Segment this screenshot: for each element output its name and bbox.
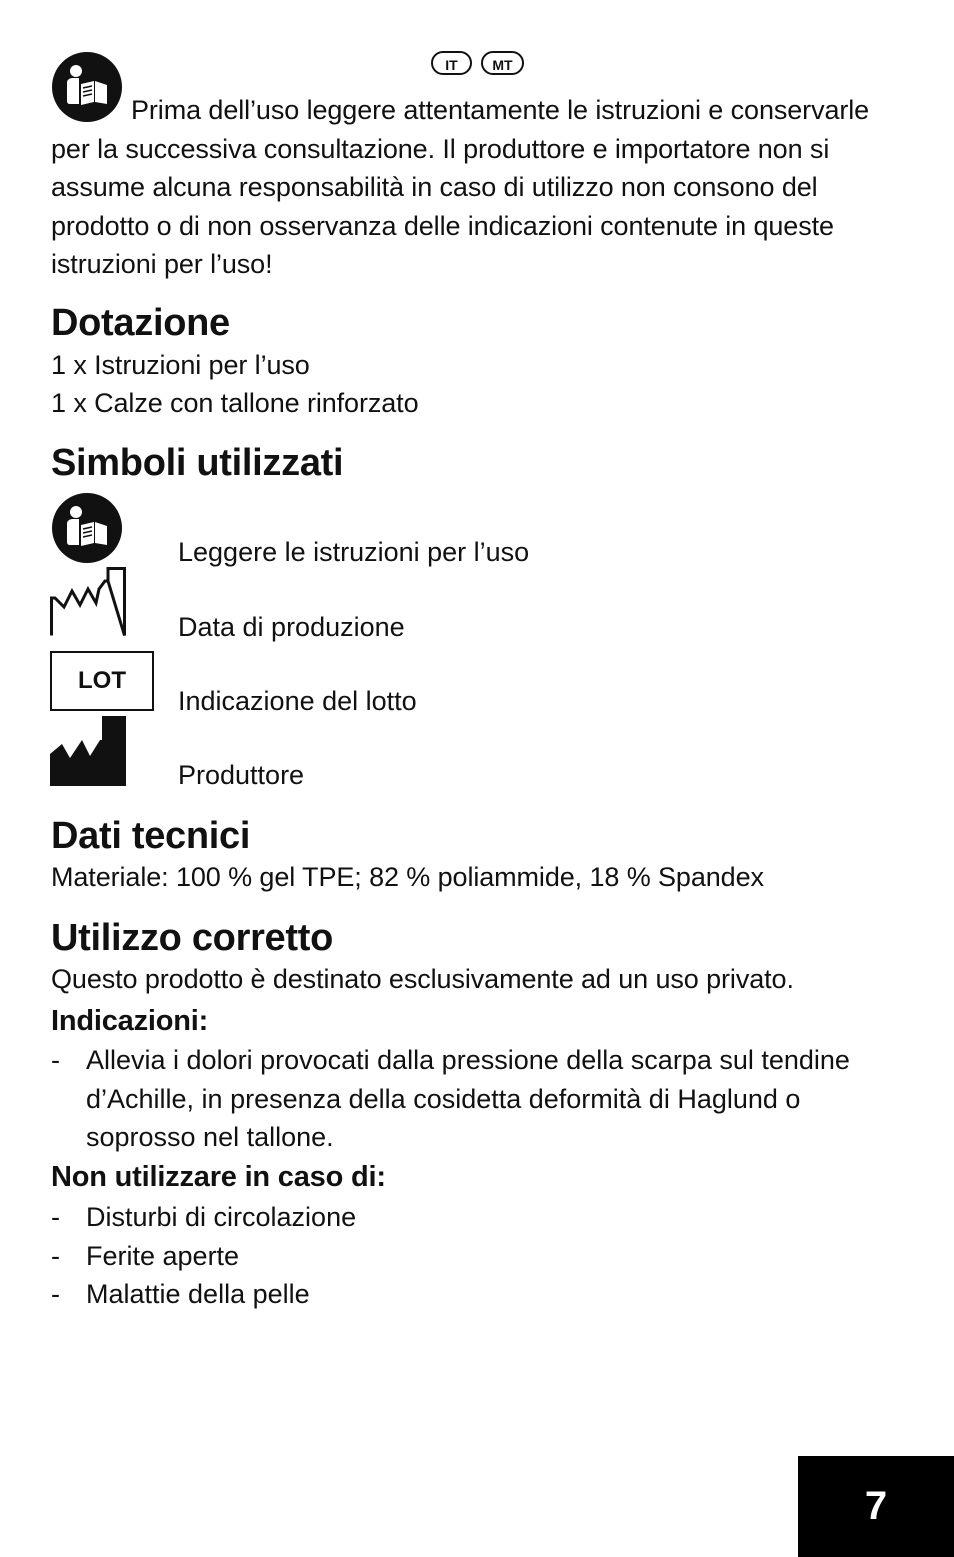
- lot-icon: LOT: [50, 651, 154, 711]
- list-item-text: Allevia i dolori provocati dalla pressione della scarpa sul tendine d’Achille, in presenza della cosidetta deformità di Haglund o soprosso nel tallone.: [86, 1045, 850, 1152]
- symbol-label-manufacturer: Produttore: [178, 760, 305, 790]
- usage-text: Questo prodotto è destinato esclusivamente ad un uso privato.: [51, 964, 794, 994]
- section-title-utilizzo: Utilizzo corretto: [51, 917, 334, 959]
- bullet-dash: -: [51, 1241, 60, 1271]
- subtitle-non-utilizzare: Non utilizzare in caso di:: [51, 1161, 386, 1193]
- language-badge-it: IT: [431, 51, 472, 75]
- list-item-text: Malattie della pelle: [86, 1279, 310, 1309]
- technical-data-text: Materiale: 100 % gel TPE; 82 % poliammide, 18 % Spandex: [51, 862, 764, 892]
- page-number: 7: [798, 1456, 954, 1557]
- intro-paragraph: Prima dell’uso leggere attentamente le istruzioni e conservarle per la successiva consultazione. Il produttore e importatore non si assume alcuna responsabilità in caso di utilizzo non consono del prodotto o di non osservanza delle indicazioni contenute in queste istruzioni per l’uso!: [51, 95, 870, 279]
- symbol-label-read-instructions: Leggere le istruzioni per l’uso: [178, 537, 530, 567]
- manufacture-date-icon: [50, 567, 126, 637]
- list-item: 1 x Istruzioni per l’uso: [51, 350, 310, 380]
- bullet-dash: -: [51, 1045, 60, 1075]
- section-title-dati-tecnici: Dati tecnici: [51, 815, 251, 857]
- read-instructions-icon: [52, 493, 122, 563]
- list-item: 1 x Calze con tallone rinforzato: [51, 388, 419, 418]
- manufacturer-icon: [50, 716, 126, 786]
- language-badge-mt: MT: [481, 51, 524, 75]
- bullet-dash: -: [51, 1202, 60, 1232]
- section-title-dotazione: Dotazione: [51, 302, 230, 344]
- bullet-dash: -: [51, 1279, 60, 1309]
- symbol-label-manufacture-date: Data di produzione: [178, 612, 405, 642]
- subtitle-indicazioni: Indicazioni:: [51, 1005, 209, 1037]
- list-item-text: Ferite aperte: [86, 1241, 240, 1271]
- symbol-label-lot: Indicazione del lotto: [178, 686, 417, 716]
- section-title-simboli: Simboli utilizzati: [51, 442, 344, 484]
- list-item-text: Disturbi di circolazione: [86, 1202, 357, 1232]
